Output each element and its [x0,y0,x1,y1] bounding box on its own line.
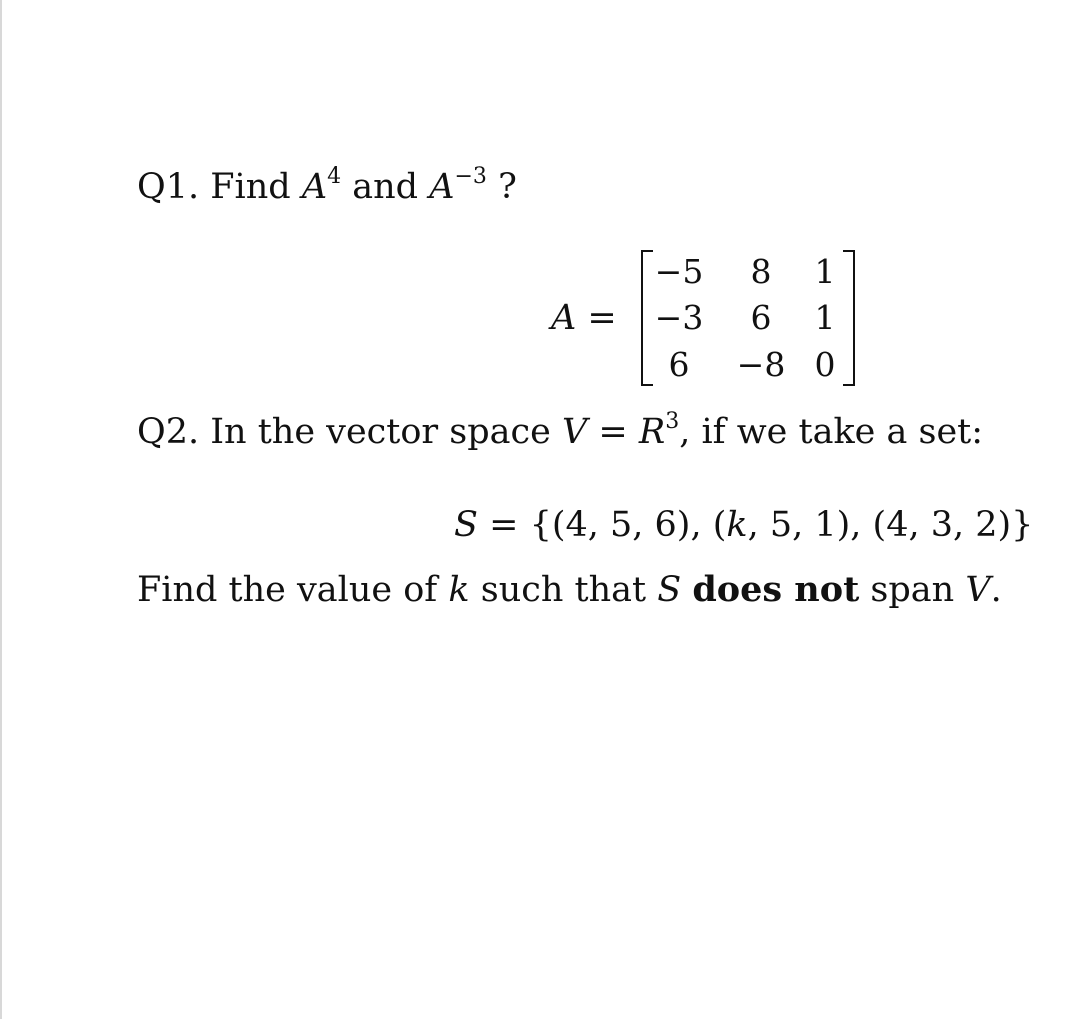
set-name: S [454,505,478,545]
matrix-equals: = [587,298,617,338]
q1-a-base-2: A [429,167,455,207]
final-text-3: span [870,570,955,610]
q1-a-power-neg3: −3 [454,164,487,189]
matrix-cell-r2c1: −3 [654,298,704,337]
q2-r-power: 3 [665,409,680,434]
q1-and: and [352,167,419,207]
matrix-cell-r3c3: 0 [814,345,836,384]
q1-a-base: A [301,167,328,207]
matrix-cell-r1c3: 1 [814,252,836,291]
question-2 [137,409,984,452]
final-period: . [990,570,1002,610]
q2-r: R [638,412,666,452]
final-text-2: such that [480,570,647,610]
set-definition [454,505,1034,545]
final-bold-does-not: does not [692,569,860,610]
q2-text-after: , if we take a set: [679,412,984,452]
q1-label: Q1. [137,167,200,207]
matrix-cell-r3c2: −8 [736,345,786,384]
q1-find: Find [210,167,291,207]
q1-question-mark: ? [498,167,517,207]
matrix-cell-r3c1: 6 [668,345,690,384]
final-instruction [137,569,1002,610]
matrix-cell-r1c2: 8 [750,252,772,291]
final-s: S [657,570,682,610]
matrix-lhs [551,298,617,338]
final-text-1: Find the value of [137,570,438,610]
matrix-cell-r2c2: 6 [750,298,772,337]
matrix-cell-r1c1: −5 [654,252,704,291]
final-v: V [965,570,991,610]
q1-a-power-4: 4 [327,164,342,189]
matrix-cell-r2c3: 1 [814,298,836,337]
set-k: k [726,505,748,545]
q2-v: V [561,412,588,452]
q2-label: Q2. [137,412,200,452]
matrix-name: A [551,298,577,338]
final-k: k [448,570,470,610]
set-expression-rest: , 5, 1), (4, 3, 2)} [747,505,1034,545]
q2-equals: = [598,412,628,452]
question-1 [137,164,517,207]
set-expression: = {(4, 5, 6), ( [489,505,727,545]
page-left-border [0,0,2,1019]
q2-text: In the vector space [210,412,551,452]
